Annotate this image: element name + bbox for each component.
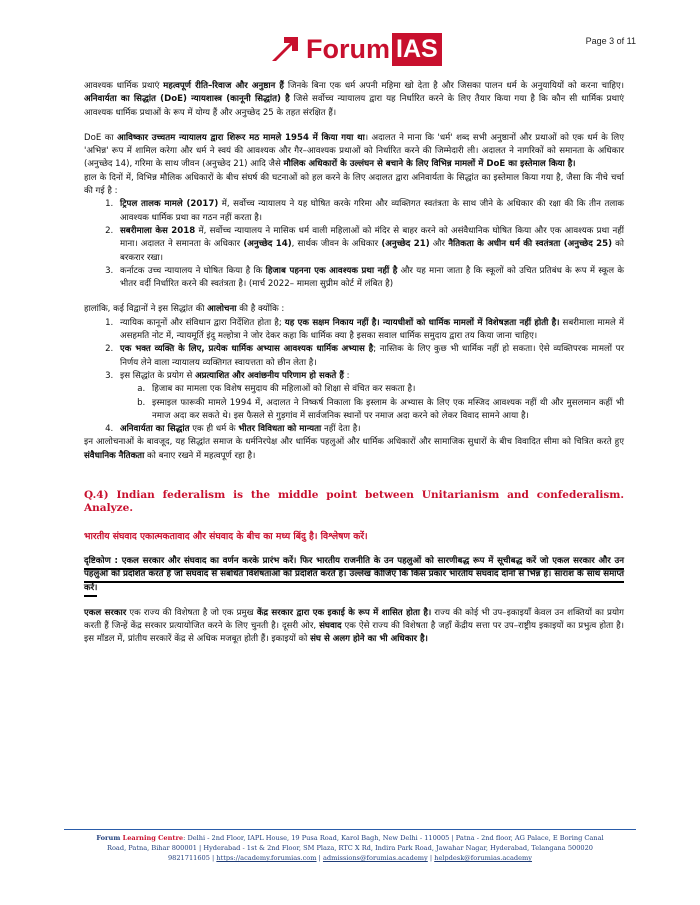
- paragraph-recent: हाल के दिनों में, विभिन्न मौलिक अधिकारों के बीच संघर्ष की घटनाओं को हल करने के लिए अदालत द्वारा अनिवार्यता के सिद्धांत का इस्तेमाल किया गया है, जैसा कि नीचे चर्चा की गई है :: [84, 172, 624, 197]
- list-item: [116, 317, 624, 344]
- text-run: आवश्यक धार्मिक प्रथाएं: [84, 81, 164, 91]
- approach-box: [84, 555, 624, 595]
- logo-badge: IAS: [392, 33, 442, 66]
- helpdesk-email-link[interactable]: helpdesk@forumias.academy: [434, 854, 533, 862]
- separator: |: [316, 854, 323, 862]
- logo-arrow-icon: [268, 31, 304, 67]
- text-run: में, सर्वोच्च न्यायालय ने मासिक धर्म वाली महिलाओं को मंदिर से बाहर करने को असंवैधानिक घोषित किया और एक आवश्यक प्रथा नहीं माना। अदालत ने समानता के अधिकार: [120, 225, 625, 250]
- text-run: हालांकि, कई विद्वानों ने इस सिद्धांत की: [84, 304, 208, 315]
- footer-address-line: [64, 833, 636, 843]
- text-run: एक ऐसे राज्य की विशेषता है जहाँ केंद्रीय सत्ता पर उप–राष्ट्रीय इकाइयों का प्रभुत्व होता है। इस मॉडल में, प्रांतीय सरकारें केंद्र से अधिक मजबूत होती हैं। इकाइयों को: [84, 621, 624, 645]
- page-number: Page 3 of 11: [585, 36, 636, 46]
- cases-list: [84, 198, 624, 291]
- bold-run: संघ से अलग होने का भी अधिकार है।: [310, 634, 428, 645]
- bold-run: केंद्र सरकार द्वारा एक इकाई के रूप में शासित होता है।: [256, 607, 432, 618]
- footer-brand: Forum: [96, 834, 121, 842]
- text-run: । अदालत ने माना कि 'धर्म' शब्द सभी अनुष्ठानों और प्रथाओं को एक धर्म के लिए 'अभिन्न' रूप में शामिल करेगा और धर्म ने स्वयं की आवश्यक और गैर–आवश्यक प्रथाओं को निर्धारित करने की जिम्मेदारी ली। अदालत ने नागरिकों को समानता के अधिकार (अनुच्छेद 14), गरिमा के साथ जीवन (अनुच्छेद 21) आदि जैसे: [84, 132, 624, 170]
- bold-run: एक भक्त व्यक्ति के लिए, प्रत्येक धार्मिक अभ्यास आवश्यक धार्मिक अभ्यास है: [120, 344, 374, 355]
- list-item: [116, 265, 624, 292]
- text-run: को बरकरार रखा।: [120, 239, 625, 263]
- bold-run: सबरीमाला केस 2018: [120, 225, 196, 236]
- bold-run: ट्रिपल तालक मामले (2017): [120, 199, 219, 210]
- bold-run: अनिवार्यता का सिद्धांत: [120, 424, 190, 435]
- list-item: [116, 343, 624, 370]
- text-run: और: [429, 239, 449, 250]
- text-run: राज्य की कोई भी उप–इकाइयाँ केवल उन शक्तियों का प्रयोग करती हैं जिन्हें केंद्र सरकार प्रत्यायोजित करने के लिए चुनती है। दूसरी ओर,: [84, 607, 624, 632]
- separator: |: [427, 854, 435, 862]
- academy-link[interactable]: https://academy.forumias.com: [216, 854, 317, 862]
- text-run: को बनाए रखने में महत्वपूर्ण रहा है।: [144, 450, 256, 461]
- sub-list-item: b. इस्माइल फारूकी मामले 1994 में, अदालत ने निष्कर्ष निकाला कि इस्लाम के अभ्यास के लिए एक मस्जिद आवश्यक नहीं थी और मुसलमान कहीं भी नमाज अदा कर सकते थे। इस फैसले से गुड़गांव में सार्वजनिक स्थानों पर नमाज अदा करने को लेकर विवाद सामने आया है।: [148, 397, 624, 424]
- admissions-email-link[interactable]: admissions@forumias.academy: [322, 854, 428, 862]
- list-item: [116, 198, 624, 225]
- bold-run: हिजाब पहनना एक आवश्यक प्रथा नहीं है: [265, 265, 398, 276]
- footer-address-line-2: Road, Patna, Bihar 800001 | Hyderabad - 1st & 2nd Floor, SM Plaza, RTC X Rd, Indira Park Road, Jawahar Nagar, Hyderabad, Telangana 500020: [106, 844, 593, 852]
- paragraph-intro: [84, 80, 624, 120]
- footer-contact-line: [64, 853, 636, 863]
- bold-run: संघवाद: [319, 621, 342, 632]
- text-run: सबरीमाला मामले में असहमति नोट में, न्यायमूर्ति इंदु मल्होत्रा ने जोर देकर कहा कि धार्मिक क्या है इसका सवाल धार्मिक समुदाय द्वारा तय किया जाना चाहिए।: [120, 317, 624, 342]
- approach-text: दृष्टिकोण : एकल सरकार और संघवाद का वर्णन करके प्रारंभ करें। फिर भारतीय राजनीति के उन पहलुओं को सारणीबद्ध रूप में सूचीबद्ध करें जो एकल सरकार और उन पहलुओं को प्रदर्शित करते हैं जो संघवाद से संबंधित विशेषताओं को प्रदर्शित करते हैं। उल्लेख कीजिए कि किस प्रकार भारतीय संघवाद दोनों से भिन्न है। सारांश के साथ समाप्त करें।: [84, 556, 624, 597]
- footer-address: : Delhi - 2nd Floor, IAPL House, 19 Pusa Road, Karol Bagh, New Delhi - 110005 | Patna - 2nd floor, AG Palace, E Boring Canal: [183, 834, 604, 842]
- sub-list-item: a. हिजाब का मामला एक विशेष समुदाय की महिलाओं को शिक्षा से वंचित कर सकता है।: [148, 383, 624, 396]
- paragraph-conclusion: [84, 436, 624, 463]
- text-run: , सार्थक जीवन के अधिकार: [291, 239, 382, 250]
- text-run: और यह माना जाता है कि स्कूलों को उचित प्रतिबंध के रूप में स्कूल के भीतर वर्दी निर्धारित करने की स्वतंत्रता है। (मार्च 2022– मामला सुप्रीम कोर्ट में लंबित है): [120, 265, 625, 290]
- sub-list: [120, 383, 624, 423]
- text-run: इन आलोचनाओं के बावजूद, यह सिद्धांत समाज के धर्मनिरपेक्ष और धार्मिक पहलुओं और धार्मिक अधिकारों और सामाजिक सुधारों के बीच विवादित सीमा को चित्रित करते हुए: [84, 437, 624, 448]
- question-hindi: भारतीय संघवाद एकात्मकतावाद और संघवाद के बीच का मध्य बिंदु है। विश्लेषण करें।: [84, 530, 368, 542]
- text-run: जिनके बिना एक धर्म अपनी महिमा खो देता है और जिसका पालन धर्म के अनुयायियों को करना चाहिए।: [284, 81, 624, 91]
- text-run: नहीं देता है।: [321, 424, 361, 435]
- text-run: में, सर्वोच्च न्यायालय ने यह घोषित करके गरिमा और व्यक्तिगत स्वतंत्रता के साथ जीने के अधिकार की रक्षा की कि तीन तलाक आवश्यक धार्मिक प्रथा का गठन नहीं करता है।: [120, 199, 624, 223]
- paragraph-criticism: [84, 303, 624, 316]
- text-run: न्यायिक कानूनों और संविधान द्वारा निर्देशित होता है;: [120, 317, 285, 328]
- document-body: [84, 80, 624, 647]
- text-run: एक राज्य की विशेषता है जो एक प्रमुख: [126, 607, 257, 618]
- text-run: कर्नाटक उच्च न्यायालय ने घोषित किया है कि: [120, 265, 266, 276]
- bold-run: आविष्कार उच्चतम न्यायालय द्वारा शिरूर मठ मामले 1954 में किया गया था: [117, 132, 365, 143]
- bold-run: यह एक सक्षम निकाय नहीं है। न्यायधीशों को धार्मिक मामलों में विशेषज्ञता नहीं होती है।: [284, 317, 560, 328]
- criticism-list: [84, 317, 624, 437]
- bold-run: नैतिकता के अधीन धर्म की स्वतंत्रता (अनुच्छेद 25): [448, 239, 613, 250]
- bold-run: संवैधानिक नैतिकता: [84, 450, 145, 461]
- bold-run: महत्वपूर्ण रीति–रिवाज और अनुष्ठान हैं: [163, 81, 284, 91]
- bold-run: अप्रत्याशित और अवांछनीय परिणाम हो सकते हैं: [195, 370, 344, 381]
- text-run: DoE का: [84, 132, 118, 143]
- paragraph-doe: [84, 132, 624, 172]
- text-run: :: [343, 370, 350, 381]
- footer-brand-centre: Learning Centre: [120, 834, 184, 842]
- bold-run: मौलिक अधिकारों के उल्लंघन से बचाने के लिए विभिन्न मामलों में DoE का इस्तेमाल किया है।: [283, 159, 576, 170]
- text-run: एक ही धर्म के: [189, 424, 239, 435]
- bold-run: आलोचना: [207, 304, 237, 315]
- text-run: ; नास्तिक के लिए कुछ भी धार्मिक नहीं हो सकता। ऐसे व्यक्तिपरक मामलों पर निर्णय लेने वाला न्यायालय व्यक्तिगत स्वायत्तता को छीन लेता है।: [120, 344, 625, 368]
- bold-run: भीतर विविधता को मान्यता: [238, 424, 322, 435]
- paragraph-unitary: [84, 607, 624, 647]
- forumias-logo: [268, 30, 442, 68]
- page-footer: [64, 829, 636, 863]
- list-item: [116, 370, 624, 423]
- bold-run: एकल सरकार: [84, 607, 127, 618]
- bold-run: (अनुच्छेद 14): [243, 239, 292, 250]
- text-run: इस सिद्धांत के प्रयोग से: [120, 370, 196, 381]
- text-run: की है क्योंकि :: [236, 304, 285, 315]
- list-item: [116, 423, 624, 436]
- logo-text: Forum: [306, 33, 390, 64]
- question-english: Q.4) Indian federalism is the middle point between Unitarianism and confederalism. Analyze.: [84, 489, 624, 515]
- footer-phone: 9821711605 |: [167, 854, 217, 862]
- bold-run: (अनुच्छेद 21): [381, 239, 430, 250]
- text-run: जिसे सर्वोच्च न्यायालय द्वारा यह निर्धारित करने के लिए तैयार किया गया है कि कौन सी धार्मिक प्रथाएं आवश्यक धार्मिक प्रथाओं के रूप में योग्य हैं और अनुच्छेद 25 के तहत संरक्षित हैं।: [84, 94, 624, 118]
- bold-run: अनिवार्यता का सिद्धांत (DoE) न्यायशास्त्र (कानूनी सिद्धांत) है: [84, 94, 290, 105]
- list-item: [116, 225, 624, 265]
